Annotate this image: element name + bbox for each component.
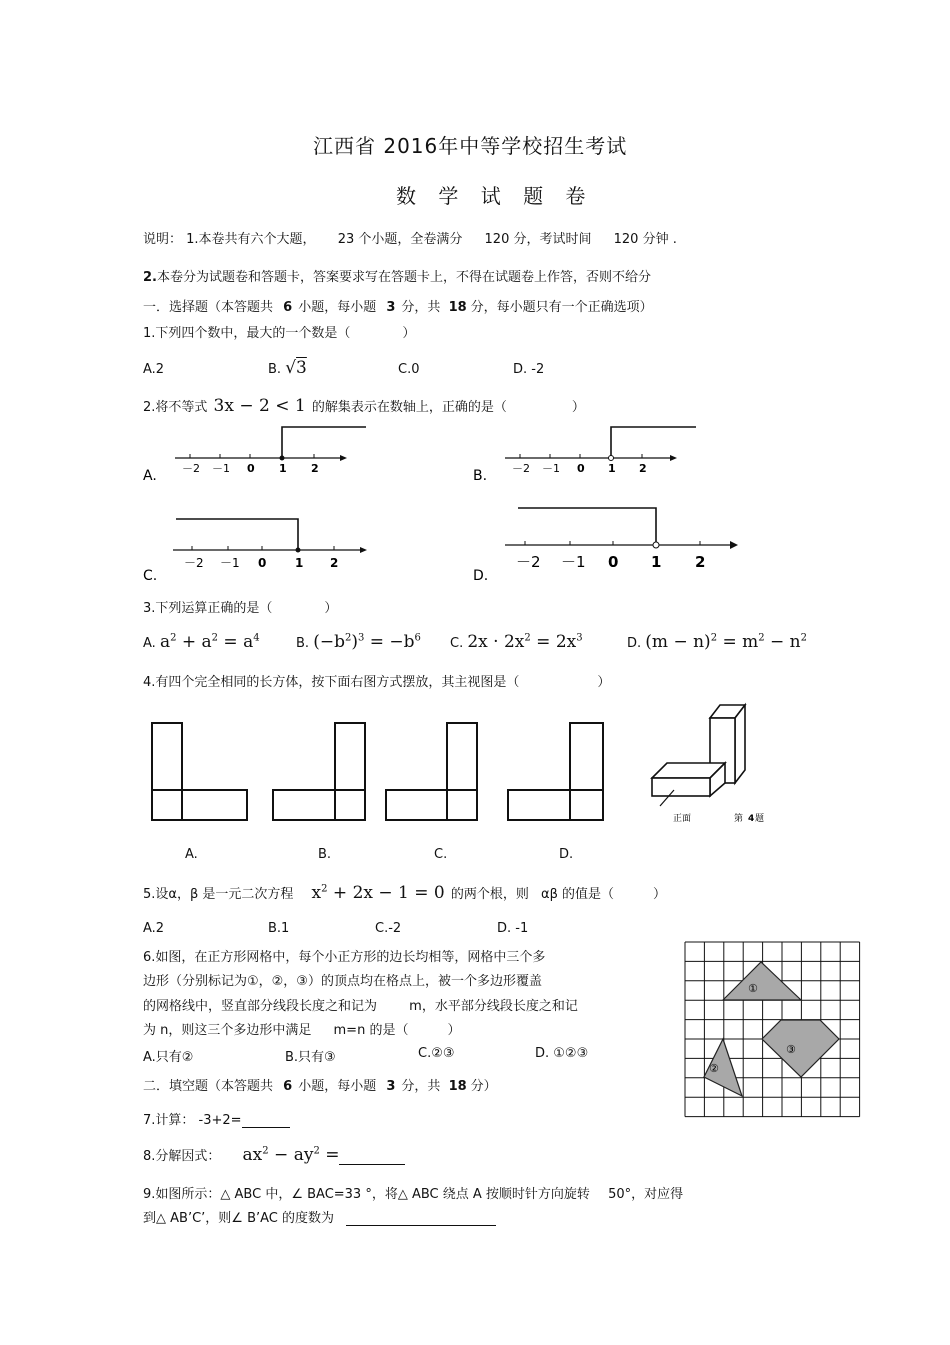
tick-c-5: 2: [330, 556, 339, 570]
note1-c: 120 分，考试时间: [484, 232, 592, 247]
tick-d-2: －1: [561, 553, 586, 571]
q7-answer-blank[interactable]: [242, 1113, 290, 1128]
tick-c-2: －1: [220, 556, 240, 570]
q4-front-label: 正面: [673, 814, 692, 824]
q6-option-a: A.只有②: [143, 1050, 194, 1065]
note2-num: 2.: [143, 270, 157, 285]
tick-d-4: 1: [651, 553, 662, 571]
section2-d: 分）: [470, 1079, 497, 1094]
q4-view-b: [273, 723, 365, 820]
q8-answer-blank[interactable]: [339, 1150, 405, 1165]
q3-c-expr: $2x \cdot 2x^2 = 2x^3$: [467, 632, 583, 652]
q6-line-1: 6.如图，在正方形网格中，每个小正方形的边长均相等，网格中三个多: [143, 950, 546, 965]
q9-line-1: [143, 1183, 683, 1202]
q3-b-expr: $(-b^2)^3 = -b^6$: [313, 632, 421, 652]
tick-a-5: 2: [311, 462, 319, 475]
q8-expr: $ax^2 - ay^2$ =: [242, 1145, 340, 1165]
numberline-a: [143, 427, 366, 484]
q1-option-b: [268, 358, 307, 378]
q7-stem: 7.计算： -3+2=: [143, 1113, 242, 1128]
q6-mark-1: ①: [748, 982, 758, 995]
q3-a-expr: $a^2 + a^2 = a^4$: [159, 632, 260, 652]
q3-option-b: [296, 632, 421, 652]
q3-option-d: [627, 632, 807, 652]
section2-heading: [143, 1075, 497, 1094]
q4-figures: [140, 700, 780, 870]
q1-option-c: C.0: [398, 362, 420, 377]
q6-polygon-3: [762, 1020, 839, 1077]
q7: [143, 1109, 290, 1128]
q9-line-2: [143, 1207, 496, 1226]
q9-line-1a: 9.如图所示：△ ABC 中，∠ BAC=33 °，将△ ABC 绕点 A 按顺时针方向旋转: [143, 1187, 590, 1202]
q5-option-c: C.-2: [375, 921, 402, 936]
tick-a-3: 0: [247, 462, 255, 475]
q6-grid-figure: [683, 940, 861, 1118]
section2-total: 18: [448, 1079, 467, 1094]
section1-d: 分，每小题只有一个正确选项）: [470, 300, 653, 315]
section2-b: 小题，每小题: [298, 1079, 377, 1094]
q1-stem: 1.下列四个数中，最大的一个数是（ ）: [143, 326, 416, 341]
q9-line-2-text: 到△ AB’C’，则∠ B’AC 的度数为: [143, 1211, 334, 1226]
q6-line-3a: 的网格线中，竖直部分线段长度之和记为: [143, 999, 378, 1014]
notes-line-1: [143, 228, 677, 247]
q9-line-1b: 50°，对应得: [608, 1187, 684, 1202]
note1-d: 120 分钟 .: [613, 232, 677, 247]
q5-stem: [143, 883, 666, 903]
q3-d-label: D.: [627, 636, 642, 651]
section1-score: 3: [386, 300, 396, 315]
section2-c: 分，共: [401, 1079, 441, 1094]
section2-count: 6: [283, 1079, 293, 1094]
tick-b-3: 0: [577, 462, 585, 475]
q4-label-b: B.: [318, 847, 332, 862]
q5-stem-b: 的两个根，则: [450, 887, 529, 902]
page-subtitle: 数 学 试 题 卷: [396, 184, 594, 208]
tick-c-3: 0: [258, 556, 267, 570]
section1-heading: [143, 296, 653, 315]
q6-line-3b: m，水平部分线段长度之和记: [409, 999, 578, 1014]
q4-stem: 4.有四个完全相同的长方体，按下面右图方式摆放，其主视图是（ ）: [143, 675, 611, 690]
page-title: 江西省 2016年中等学校招生考试: [313, 134, 628, 158]
q4-fig-label-b: 题: [755, 814, 765, 824]
q6-line-4: [143, 1019, 460, 1038]
q1-option-d: D. -2: [513, 362, 545, 377]
q2-label-c: C.: [143, 568, 158, 584]
q5-option-d: D. -1: [497, 921, 529, 936]
q3-stem: 3.下列运算正确的是（ ）: [143, 601, 338, 616]
q5-equation: $x^2 + 2x - 1 = 0$: [311, 883, 445, 903]
tick-c-1: －2: [184, 556, 204, 570]
numberline-d: [473, 508, 738, 584]
tick-d-1: －2: [516, 553, 541, 571]
q3-b-label: B.: [296, 636, 310, 651]
q6-line-4a: 为 n，则这三个多边形中满足: [143, 1023, 312, 1038]
tick-a-1: －2: [182, 462, 200, 475]
note2-text: 本卷分为试题卷和答题卡，答案要求写在答题卡上，不得在试题卷上作答，否则不给分: [156, 270, 651, 285]
section1-a: 一．选择题（本答题共: [143, 300, 274, 315]
q6-option-b: B.只有③: [285, 1050, 336, 1065]
tick-c-4: 1: [295, 556, 304, 570]
q9-answer-blank[interactable]: [346, 1211, 496, 1226]
q6-line-2: 边形（分别标记为①，②，③）的顶点均在格点上，被一个多边形覆盖: [143, 974, 542, 989]
tick-a-4: 1: [279, 462, 287, 475]
q6-option-c: C.②③: [418, 1046, 455, 1061]
tick-d-3: 0: [608, 553, 619, 571]
q3-a-label: A.: [143, 636, 156, 651]
section1-total: 18: [448, 300, 467, 315]
q4-solid-figure: [652, 705, 745, 806]
q2-stem-a: 2.将不等式: [143, 400, 208, 415]
section2-score: 3: [386, 1079, 396, 1094]
q4-fig-label-a: 第: [734, 814, 744, 824]
q4-label-c: C.: [434, 847, 448, 862]
numberline-c: [143, 519, 367, 584]
q2-stem-b: 的解集表示在数轴上，正确的是（ ）: [311, 400, 585, 415]
tick-b-1: －2: [512, 462, 530, 475]
tick-b-4: 1: [608, 462, 616, 475]
q2-stem: [143, 396, 585, 416]
q1-option-a: A.2: [143, 362, 165, 377]
q4-label-d: D.: [559, 847, 574, 862]
q5-stem-c: αβ 的值是（ ）: [541, 887, 667, 902]
section1-b: 小题，每小题: [298, 300, 377, 315]
q3-option-a: [143, 632, 260, 652]
q5-option-a: A.2: [143, 921, 165, 936]
q4-label-a: A.: [185, 847, 198, 862]
tick-b-2: －1: [542, 462, 560, 475]
section2-a: 二．填空题（本答题共: [143, 1079, 274, 1094]
note1-b: 23 个小题，全卷满分: [337, 232, 463, 247]
q2-label-a: A.: [143, 468, 157, 484]
q4-view-a: [152, 723, 247, 820]
q2-label-d: D.: [473, 568, 489, 584]
q2-label-b: B.: [473, 468, 488, 484]
q8: [143, 1145, 405, 1165]
section1-count: 6: [283, 300, 293, 315]
q4-view-d: [508, 723, 603, 820]
sqrt-symbol: √3: [285, 358, 307, 378]
note1-a: 1.本卷共有六个大题，: [186, 232, 316, 247]
q8-stem: 8.分解因式：: [143, 1149, 221, 1164]
q4-view-c: [386, 723, 477, 820]
q6-mark-3: ③: [786, 1043, 796, 1056]
q5-option-b: B.1: [268, 921, 290, 936]
q5-stem-a: 5.设α，β 是一元二次方程: [143, 887, 294, 902]
q6-line-3: [143, 995, 578, 1014]
q3-c-label: C.: [450, 636, 464, 651]
q3-option-c: [450, 632, 583, 652]
q2-inequality: 3x − 2 < 1: [213, 396, 306, 416]
notes-prefix: 说明：: [143, 232, 183, 247]
q1-b-label: B.: [268, 362, 282, 377]
section1-c: 分，共: [401, 300, 441, 315]
q4-fig-label-n: 4: [748, 814, 755, 824]
numberline-b: [473, 427, 696, 484]
q1-b-value: 3: [296, 358, 307, 378]
notes-line-2: [143, 266, 651, 285]
q2-number-lines: [140, 420, 760, 590]
tick-d-5: 2: [695, 553, 706, 571]
tick-b-5: 2: [639, 462, 647, 475]
q6-mark-2: ②: [709, 1062, 719, 1075]
q3-d-expr: $(m - n)^2 = m^2 - n^2$: [645, 632, 807, 652]
q6-option-d: D. ①②③: [535, 1046, 589, 1061]
q6-line-4b: m=n 的是（ ）: [333, 1023, 461, 1038]
tick-a-2: －1: [212, 462, 230, 475]
